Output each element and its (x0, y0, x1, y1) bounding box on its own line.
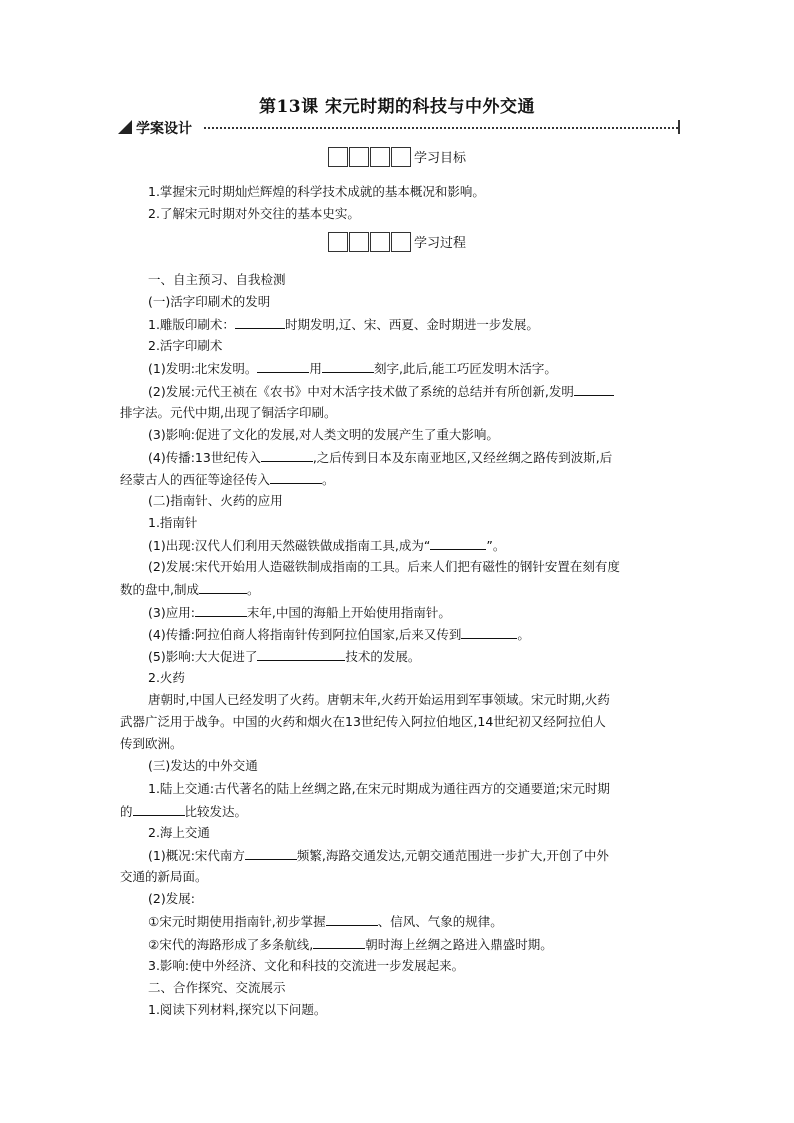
triangle-icon (118, 120, 132, 134)
text-line: 1.雕版印刷术： 时期发明,辽、宋、西夏、金时期进一步发展。 (148, 317, 539, 332)
subsection-heading: (二)指南针、火药的应用 (148, 493, 283, 508)
fill-blank[interactable] (270, 471, 322, 484)
section-heading: 二、合作探究、交流展示 (148, 980, 286, 995)
text-line: (3)应用: 末年,中国的海船上开始使用指南针。 (148, 605, 451, 620)
subsection-heading: (一)活字印刷术的发明 (148, 294, 271, 309)
fill-blank[interactable] (257, 648, 345, 661)
subsection-heading: (三)发达的中外交通 (148, 758, 258, 773)
text-line: 经蒙古人的西征等途径传入 。 (120, 472, 335, 487)
fill-blank[interactable] (235, 316, 285, 329)
fill-blank[interactable] (574, 383, 614, 396)
text-line: 1.陆上交通:古代著名的陆上丝绸之路,在宋元时期成为通往西方的交通要道;宋元时期 (148, 781, 610, 796)
fill-blank[interactable] (199, 581, 247, 594)
text-line: 1.指南针 (148, 515, 198, 530)
text-line: (2)发展: (148, 891, 195, 906)
divider-end-mark (678, 120, 680, 134)
dotted-divider (204, 127, 678, 129)
process-heading: 学习过程 (0, 232, 794, 254)
fill-blank[interactable] (322, 360, 374, 373)
text-line: 2.火药 (148, 670, 185, 685)
fill-blank[interactable] (195, 604, 247, 617)
page-title: 第13课 宋元时期的科技与中外交通 (258, 97, 536, 117)
text-line: (2)发展:宋代开始用人造磁铁制成指南的工具。后来人们把有磁性的钢针安置在刻有度 (148, 559, 620, 574)
goals-heading: 学习目标 (0, 147, 794, 169)
fill-blank[interactable] (430, 537, 486, 550)
text-line: 武器广泛用于战争。中国的火药和烟火在13世纪传入阿拉伯地区,14世纪初又经阿拉伯人 (120, 714, 606, 729)
banner-label: 学案设计 (136, 121, 192, 137)
text-line: 2.活字印刷术 (148, 338, 223, 353)
fill-blank[interactable] (326, 913, 378, 926)
section-banner (118, 118, 678, 138)
fill-blank[interactable] (461, 626, 517, 639)
text-line: (4)传播:13世纪传入 ,之后传到日本及东南亚地区,又经丝绸之路传到波斯,后 (148, 450, 613, 465)
fill-blank[interactable] (313, 936, 365, 949)
text-line: (1)出现:汉代人们利用天然磁铁做成指南工具,成为“ ”。 (148, 538, 506, 553)
text-line: 3.影响:使中外经济、文化和科技的交流进一步发展起来。 (148, 958, 465, 973)
text-line: (2)发展:元代王祯在《农书》中对木活字技术做了系统的总结并有所创新,发明 (148, 383, 680, 400)
text-line: (5)影响:大大促进了 技术的发展。 (148, 649, 421, 664)
text-line: (1)发明:北宋发明。 用 刻字,此后,能工巧匠发明木活字。 (148, 361, 557, 376)
text-line: (4)传播:阿拉伯商人将指南针传到阿拉伯国家,后来又传到 。 (148, 627, 530, 642)
text-line: 2.海上交通 (148, 825, 210, 840)
fill-blank[interactable] (245, 847, 297, 860)
box-decoration-icon (328, 232, 412, 252)
text-line: 交通的新局面。 (120, 869, 208, 884)
goal-item: 1.掌握宋元时期灿烂辉煌的科学技术成就的基本概况和影响。 (148, 184, 485, 199)
text-line: 传到欧洲。 (120, 736, 183, 751)
text-line: 的 比较发达。 (120, 804, 248, 819)
goal-item: 2.了解宋元时期对外交往的基本史实。 (148, 206, 360, 221)
fill-blank[interactable] (133, 803, 185, 816)
text-line: (3)影响:促进了文化的发展,对人类文明的发展产生了重大影响。 (148, 427, 499, 442)
text-line: (1)概况:宋代南方 频繁,海路交通发达,元朝交通范围进一步扩大,开创了中外 (148, 848, 609, 863)
text-line: 1.阅读下列材料,探究以下问题。 (148, 1002, 327, 1017)
section-heading: 一、自主预习、自我检测 (148, 272, 286, 287)
fill-blank[interactable] (261, 449, 313, 462)
text-line: 排字法。元代中期,出现了铜活字印刷。 (120, 405, 337, 420)
text-line: ②宋代的海路形成了多条航线, 朝时海上丝绸之路进入鼎盛时期。 (148, 937, 553, 952)
text-line: 数的盘中,制成 。 (120, 582, 260, 597)
text-line: 唐朝时,中国人已经发明了火药。唐朝末年,火药开始运用到军事领域。宋元时期,火药 (148, 692, 610, 707)
box-decoration-icon (328, 147, 412, 167)
text-line: ①宋元时期使用指南针,初步掌握 、信风、气象的规律。 (148, 914, 503, 929)
fill-blank[interactable] (257, 360, 309, 373)
